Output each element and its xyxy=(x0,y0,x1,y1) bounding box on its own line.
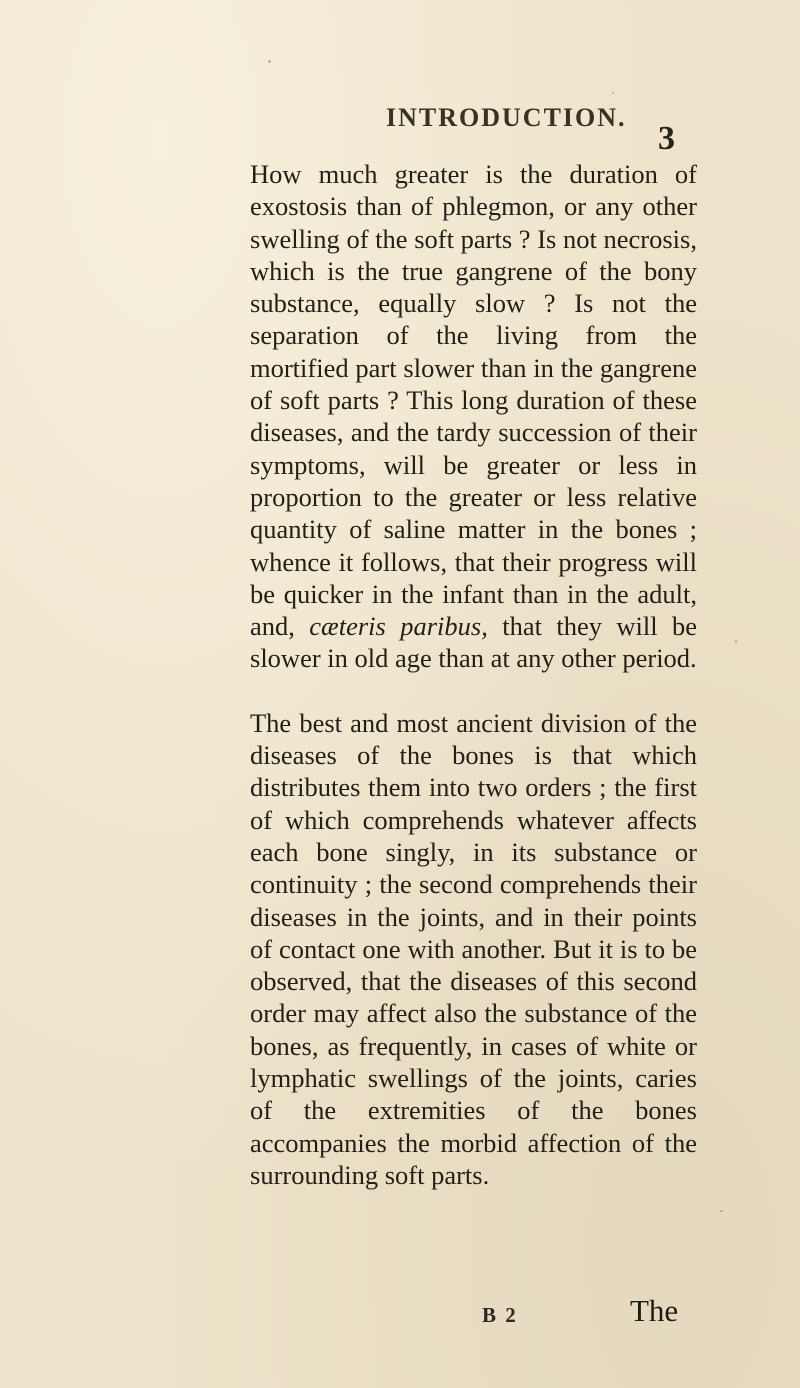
running-head: INTRODUCTION. xyxy=(386,103,627,132)
signature-mark: B 2 xyxy=(482,1303,518,1327)
catchword: The xyxy=(630,1293,679,1328)
paragraph-2: The best and most ancient division of the diseases of the bones is that which distributes them into two orders ; the first of which comprehends whatever affects each bone singly, in its substance or continuity ; the second comprehends their diseases in the joints, and in their points of contact one with another. But it is to be observed, that the diseases of this second order may affect also the substance of the bones, as frequently, in cases of white or lymphatic swellings of the joints, caries of the extremities of the bones accompanies the morbid affection of the surrounding soft parts. xyxy=(250,707,697,1190)
paragraph-1-text-before-italic: How much greater is the duration of exostosis than of phlegmon, or any other swelling of the soft parts ? Is not necrosis, which is the true gangrene of the bony substance, equally slow ? Is not the separation of the living from the mortified part slower than in the gangrene of soft parts ? This long duration of these diseases, and the tardy succession of their symptoms, will be greater or less in proportion to the greater or less relative quantity of saline matter in the bones ; whence it follows, that their progress will be quicker in the infant than in the adult, and, xyxy=(250,159,697,642)
page-number: 3 xyxy=(658,120,675,157)
paper-speck xyxy=(268,60,271,63)
paragraph-1-text-after-italic: that they will be slower in old age than at any other period. xyxy=(250,611,697,674)
paragraph-1 xyxy=(250,158,697,675)
paper-speck xyxy=(720,1210,723,1212)
paper-speck xyxy=(735,640,737,643)
paragraph-1-italic-phrase: cæteris paribus, xyxy=(309,611,488,642)
body-text xyxy=(250,158,697,1191)
paper-speck xyxy=(612,92,614,94)
